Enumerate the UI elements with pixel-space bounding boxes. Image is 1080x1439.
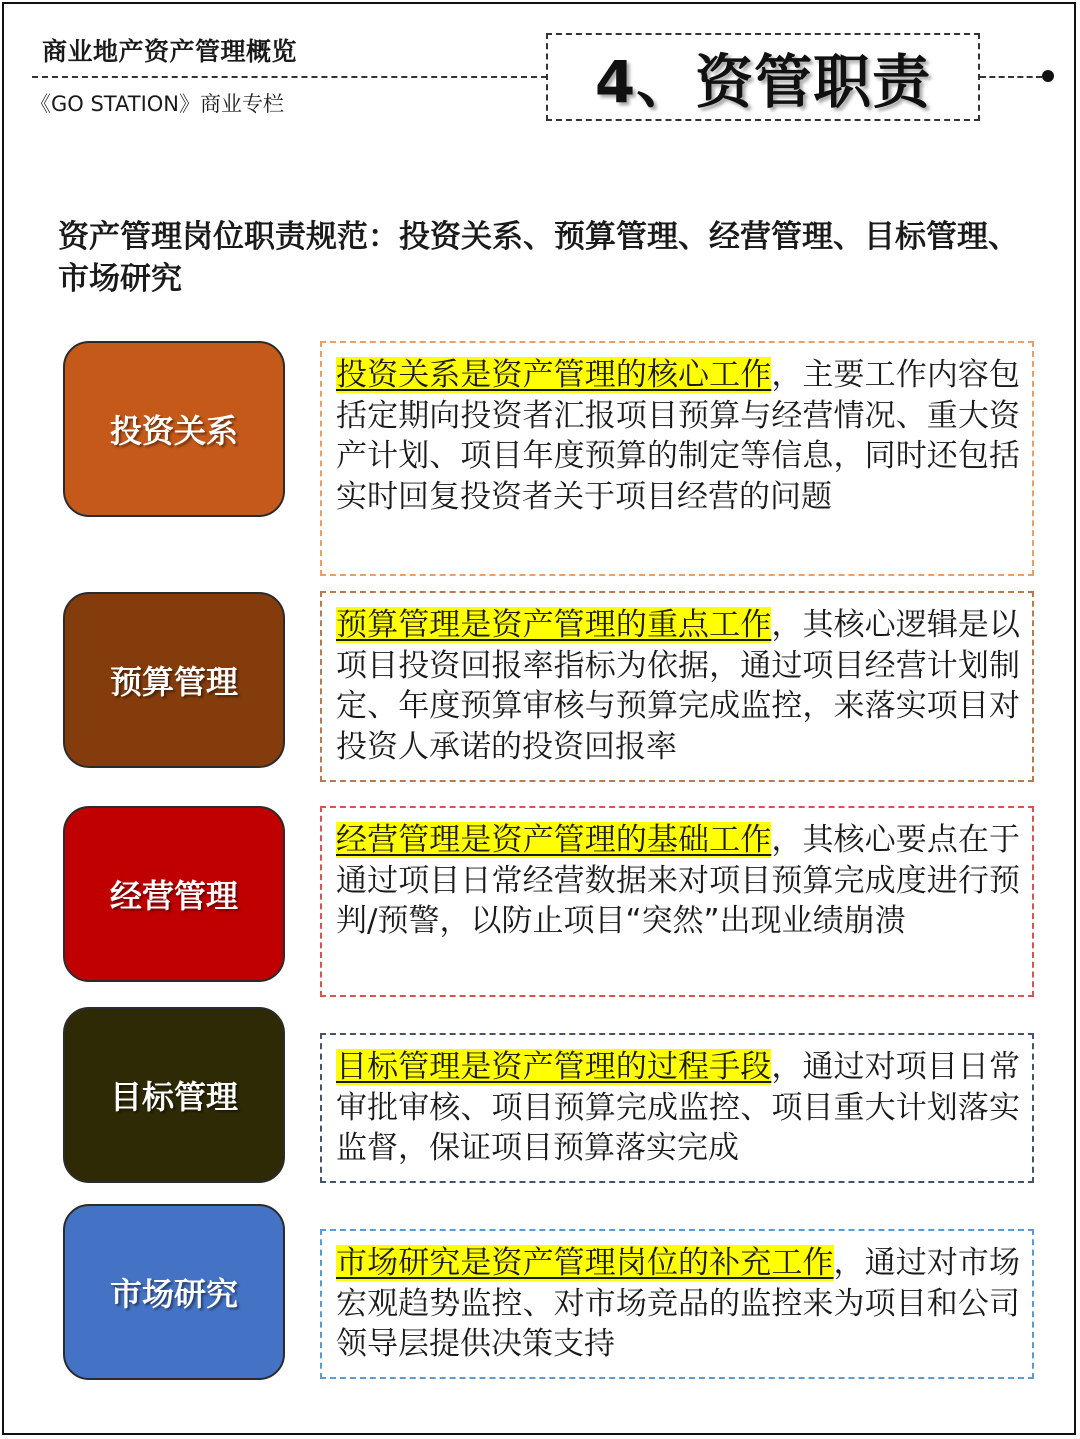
desc-box-operations-management [320, 806, 1034, 997]
desc-box-market-research [320, 1229, 1034, 1379]
desc-text: ，其核心要点在于通过项目日常经营数据来对项目预算完成度进行预判/预警，以防止项目“突然”出现业绩崩溃 [336, 822, 1021, 939]
desc-text: ，通过对市场宏观趋势监控、对市场竞品的监控来为项目和公司领导层提供决策支持 [336, 1245, 1021, 1362]
desc-box-budget-management [320, 591, 1034, 782]
desc-highlight: 市场研究是资产管理岗位的补充工作 [336, 1245, 834, 1281]
brand-title: 商业地产资产管理概览 [42, 37, 298, 66]
brand-subtitle: 《GO STATION》商业专栏 [30, 92, 284, 116]
role-label: 经营管理 [109, 877, 238, 915]
desc-box-investment-relations [320, 341, 1034, 576]
desc-text: ，其核心逻辑是以项目投资回报率指标为依据，通过项目经营计划制定、年度预算审核与预算完成监控，来落实项目对投资人承诺的投资回报率 [336, 607, 1021, 765]
desc-highlight: 目标管理是资产管理的过程手段 [336, 1049, 772, 1085]
role-box-market-research [63, 1204, 285, 1380]
role-box-operations-management [63, 806, 285, 982]
intro-heading: 资产管理岗位职责规范：投资关系、预算管理、经营管理、目标管理、市场研究 [58, 219, 1019, 297]
desc-text: ，主要工作内容包括定期向投资者汇报项目预算与经营情况、重大资产计划、项目年度预算的制定等信息，同时还包括实时回复投资者关于项目经营的问题 [336, 357, 1021, 515]
role-label: 投资关系 [109, 412, 238, 450]
header-divider-right [980, 76, 1042, 78]
role-label: 目标管理 [109, 1078, 238, 1116]
desc-text: ，通过对项目日常审批审核、项目预算完成监控、项目重大计划落实监督，保证项目预算落实完成 [336, 1049, 1021, 1166]
header-dot [1042, 70, 1054, 82]
section-title: 4、资管职责 [594, 48, 932, 116]
role-box-budget-management [63, 592, 285, 768]
desc-highlight: 经营管理是资产管理的基础工作 [336, 822, 772, 858]
role-label: 预算管理 [109, 663, 238, 701]
desc-highlight: 预算管理是资产管理的重点工作 [336, 607, 772, 643]
section-title-box [546, 33, 980, 121]
role-label: 市场研究 [109, 1275, 238, 1313]
desc-box-target-management [320, 1033, 1034, 1183]
header-divider [32, 76, 547, 78]
role-box-target-management [63, 1007, 285, 1183]
desc-highlight: 投资关系是资产管理的核心工作 [336, 357, 772, 393]
role-box-investment-relations [63, 341, 285, 517]
